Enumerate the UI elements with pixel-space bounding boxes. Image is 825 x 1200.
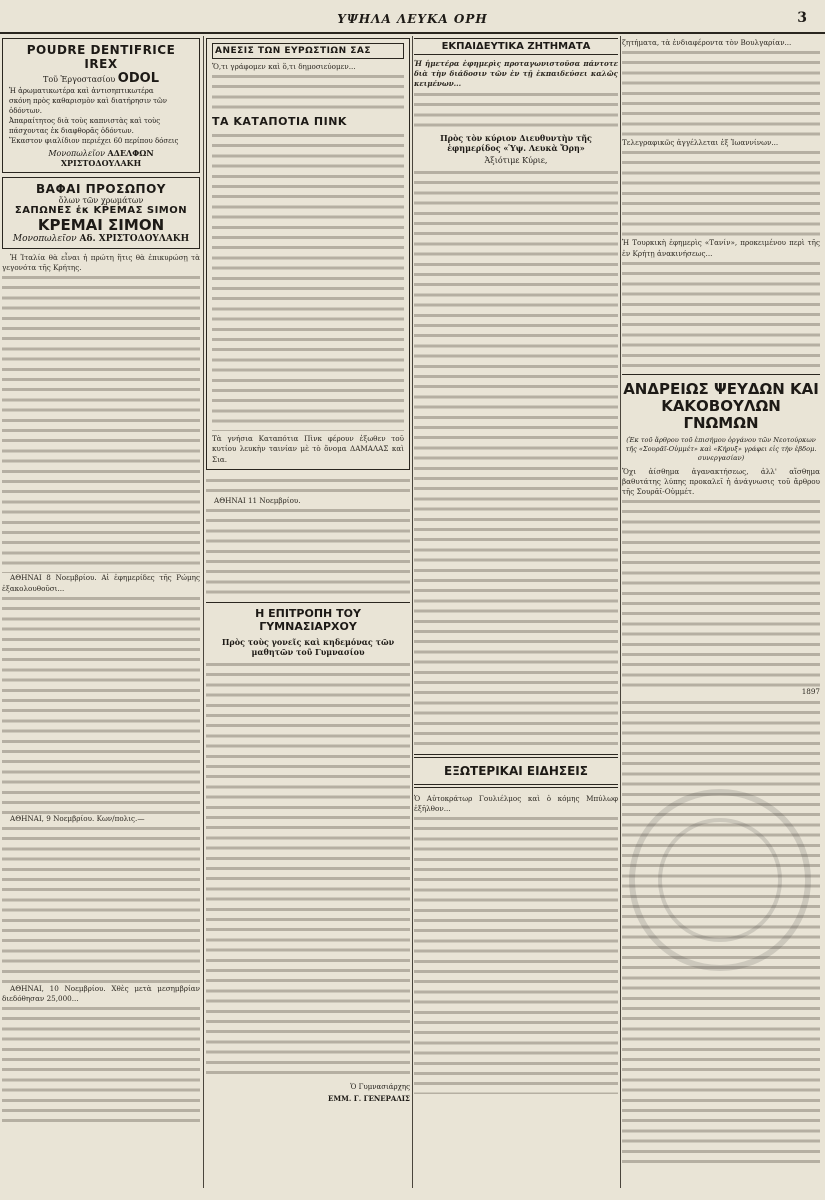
column-rule <box>203 36 204 1188</box>
text-block <box>622 48 820 138</box>
page-number: 3 <box>797 10 807 26</box>
article-lead: Ὅχι ἀίσθημα ἀγανακτήσεως, ἀλλ' αἴσθημα βαθυτάτης λύπης προκαλεῖ ἡ ἀνάγνωσις τοῦ ἄρθρου τῆς Σουρᾶῖ-Οὐμμέτ. <box>622 466 820 497</box>
ad-line: σκόνη πρὸς καθαρισμὸν καὶ διατήρησιν τῶν ὀδόντων. <box>9 97 168 115</box>
simon-advertisement <box>2 177 200 249</box>
section-headline: ΕΚΠΑΙΔΕΥΤΙΚΑ ΖΗΤΗΜΑΤΑ <box>414 38 618 55</box>
letter-greeting: Ἀξιότιμε Κύριε, <box>484 155 548 165</box>
text-block <box>2 1004 200 1124</box>
section-headline: Η ΕΠΙΤΡΟΠΗ ΤΟΥ ΓΥΜΝΑΣΙΑΡΧΟΥ <box>206 602 410 633</box>
text-block <box>212 131 404 431</box>
ad-line: Ἡ ἀρωματικωτέρα καὶ ἀντισηπτικωτέρα <box>9 87 154 95</box>
ad-subline: Τοῦ Ἐργοστασίου <box>43 75 116 84</box>
news-column <box>206 476 410 596</box>
news-paragraph: Τελεγραφικῶς ἀγγέλλεται ἐξ Ἰωαννίνων... <box>622 138 779 148</box>
column-rule <box>620 36 621 1188</box>
pink-pills-advertisement <box>206 38 410 470</box>
article-subheadline: (Ἐκ τοῦ ἄρθρου τοῦ ἐπισήμου ὀργάνου τῶν Νεοτούρκων τῆς «Σουρᾶῖ-Οὐμμέτ» καὶ «Κήρυξ» γράφει εἰς τὴν ἑβδομ. συνεργασίαν) <box>625 435 817 462</box>
text-block <box>414 90 618 130</box>
ad-text: Ὅ,τι γράφομεν καὶ ὅ,τι δημοσιεύομεν... <box>212 62 356 71</box>
text-block <box>622 148 820 238</box>
column-1 <box>2 38 200 1188</box>
ad-subline: ὅλων τῶν χρωμάτων <box>58 196 144 205</box>
news-paragraph: ΑΘΗΝΑΙ 8 Νοεμβρίου. Αἱ ἐφημερίδες τῆς Ρώμης ἐξακολουθοῦσι... <box>2 573 200 593</box>
text-block <box>2 273 200 573</box>
news-paragraph: Ἡ Τουρκικὴ ἐφημερὶς «Τανίν», προκειμένου περὶ τῆς ἐν Κρήτῃ ἀνακινήσεως... <box>622 238 820 258</box>
news-paragraph: Ὁ Αὐτοκράτωρ Γουλιέλμος καὶ ὁ κόμης Μπύλωφ ἐξῆλθον... <box>414 793 618 813</box>
text-block <box>622 698 820 1168</box>
odol-advertisement <box>2 38 200 173</box>
letter-address: Πρὸς τὸν κύριον Διευθυντὴν τῆς ἐφημερίδος «Ὑψ. Λευκὰ Ὄρη» <box>440 132 592 153</box>
ad-line: πάσχοντας ἐκ διαφθορᾶς ὀδόντων. <box>9 127 134 135</box>
text-block <box>622 497 820 687</box>
ad-dealer: Αδ. ΧΡΙΣΤΟΔΟΥΛΑΚΗ <box>79 234 190 244</box>
divider <box>622 374 820 375</box>
column-4 <box>622 38 820 1188</box>
text-block <box>414 168 618 748</box>
ad-brand: ΚΡΕΜΑΙ ΣΙΜΟΝ <box>37 216 165 234</box>
ad-headline: POUDRE DENTIFRICE IREX <box>26 43 176 71</box>
ad-dealer: ΑΔΕΛΦΩΝ ΧΡΙΣΤΟΔΟΥΛΑΚΗ <box>60 148 154 168</box>
news-paragraph: ΑΘΗΝΑΙ, 10 Νοεμβρίου. Χθὲς μετὰ μεσημβρίαν διεδόθησαν 25,000... <box>2 984 200 1004</box>
ad-line: Ἕκαστον φιαλίδιον περιέχει 60 περίπου δόσεις <box>9 137 179 145</box>
newspaper-title: ΥΨΗΛΑ ΛΕΥΚΑ ΟΡΗ <box>337 12 488 26</box>
news-paragraph: ΑΘΗΝΑΙ 11 Νοεμβρίου. <box>214 495 301 505</box>
article-year: 1897 <box>801 687 820 697</box>
signature-name: ΕΜΜ. Γ. ΓΕΝΕΡΑΛΙΣ <box>328 1094 410 1104</box>
masthead <box>0 12 825 34</box>
news-paragraph: ΑΘΗΝΑΙ, 9 Νοεμβρίου. Κων/πολις.— <box>10 813 145 823</box>
news-paragraph: Ἡ Ἰταλία θὰ εἶναι ἡ πρώτη ἥτις θὰ ἐπικυρώσῃ τὰ γεγονότα τῆς Κρήτης. <box>2 253 200 273</box>
column-2 <box>206 38 410 1188</box>
ad-dealer-label: Μονοπωλεῖον <box>48 149 105 158</box>
ad-line: ΣΑΠΩΝΕΣ ἐκ ΚΡΕΜΑΣ SIMON <box>14 205 188 216</box>
ad-dealer-label: Μονοπωλεῖον <box>12 234 77 244</box>
section-subheadline: Πρὸς τοὺς γονεῖς καὶ κηδεμόνας τῶν μαθητῶν τοῦ Γυμνασίου <box>221 637 395 658</box>
divider <box>414 784 618 788</box>
section-headline: ΕΞΩΤΕΡΙΚΑΙ ΕΙΔΗΣΕΙΣ <box>444 763 588 778</box>
column-3 <box>414 38 618 1188</box>
text-block <box>206 476 410 496</box>
ad-headline: ΒΑΦΑΙ ΠΡΟΣΩΠΟΥ <box>36 182 166 196</box>
ad-headline: ΑΝΕΣΙΣ ΤΩΝ ΕΥΡΩΣΤΙΩΝ ΣΑΣ <box>212 43 404 59</box>
text-block <box>2 824 200 984</box>
news-paragraph: ζητήματα, τὰ ἐνδιαφέροντα τὸν Βουλγαρίαν... <box>622 38 792 47</box>
news-column <box>2 253 200 1124</box>
divider <box>414 754 618 758</box>
ad-product: ΤΑ ΚΑΤΑΠΟΤΙΑ ΠΙΝΚ <box>212 115 347 129</box>
text-block <box>414 814 618 1094</box>
text-block <box>622 259 820 369</box>
signature-role: Ὁ Γυμνασιάρχης <box>350 1083 410 1092</box>
text-block <box>206 506 410 596</box>
ad-line: Ἀπαραίτητος διὰ τοὺς καπνιστὰς καὶ τοὺς <box>9 117 161 125</box>
ad-brand: ODOL <box>117 71 159 86</box>
ad-footer: Τὰ γνήσια Καταπότια Πὶνκ φέρουν ἐξωθεν τοῦ κυτίου λευκὴν ταινίαν μὲ τὸ ὄνομα ΔΑΜΑΛΑΣ καὶ Σια. <box>212 434 404 464</box>
intro-paragraph: Ἡ ἡμετέρα ἐφημερὶς προταγωνιστοῦσα πάντοτε διὰ τὴν διάδοσιν τῶν ἐν τῇ ἐκπαιδεύσει καλῶς κειμένων... <box>414 59 618 89</box>
text-block <box>212 72 404 112</box>
text-block <box>2 594 200 814</box>
text-block <box>206 660 410 1080</box>
article-headline: ΑΝΔΡΕΙΩΣ ΨΕΥΔΩΝ ΚΑΙ ΚΑΚΟΒΟΥΛΩΝ ΓΝΩΜΩΝ <box>623 379 819 432</box>
column-rule <box>412 36 413 1188</box>
